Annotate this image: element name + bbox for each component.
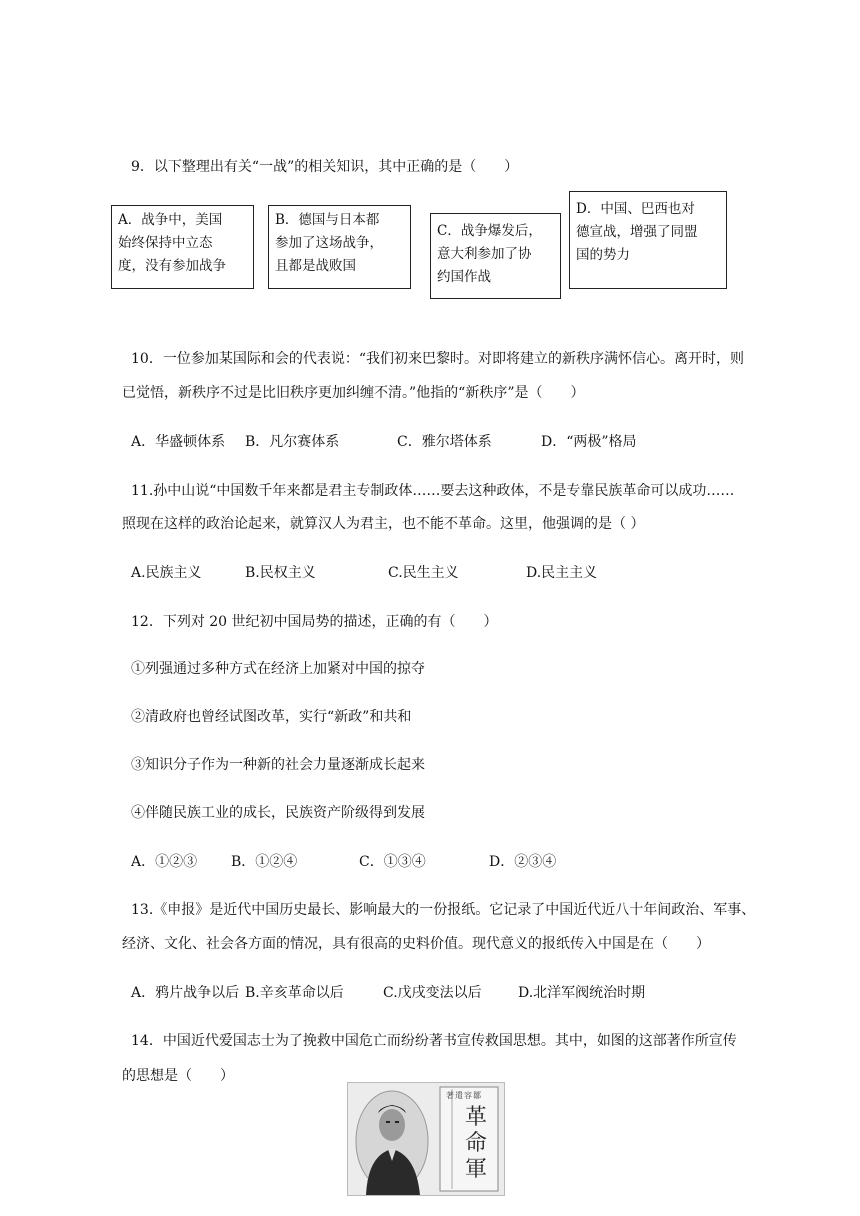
q11-line-2: 照现在这样的政治论起来，就算汉人为君主，也不能不革命。这里，他强调的是（ ） [122,516,645,532]
q11-line-1: 11.孙中山说“中国数千年来都是君主专制政体……要去这种政体，不是专靠民族革命可以成功…… [131,483,735,499]
q13-line-1: 13.《申报》是近代中国历史最长、影响最大的一份报纸。它记录了中国近代近八十年间政治、军事、 [131,902,756,918]
book-title-char-2: 命 [464,1131,487,1156]
book-author-line: 著遣容鄒 [446,1091,482,1100]
book-title-char-3: 軍 [464,1157,487,1182]
book-title-char-1: 革 [464,1105,487,1130]
q9-option-a-box: A．战争中，美国 始终保持中立态 度，没有参加战争 [111,205,254,289]
q12-option-d: D．②③④ [489,854,557,870]
q10-line-1: 10．一位参加某国际和会的代表说：“我们初来巴黎时。对即将建立的新秩序满怀信心。离开时，则 [131,351,744,367]
q10-option-b: B．凡尔赛体系 [245,434,340,450]
q9-stem: 9．以下整理出有关“一战”的相关知识，其中正确的是（ ） [131,159,519,175]
q10-option-d: D．“两极”格局 [541,434,637,450]
q10-option-c: C．雅尔塔体系 [397,434,492,450]
book-cover-figure [347,1082,505,1196]
q11-option-a: A.民族主义 [131,565,202,581]
q9-option-b-box: B．德国与日本都 参加了这场战争， 且都是战败国 [268,205,411,289]
q12-item-1: ①列强通过多种方式在经济上加紧对中国的掠夺 [131,661,425,677]
q13-option-c: C.戊戌变法以后 [383,985,482,1001]
q11-option-c: C.民生主义 [388,565,459,581]
q13-option-b: B.辛亥革命以后 [245,985,344,1001]
q11-option-d: D.民主主义 [526,565,598,581]
q12-option-b: B．①②④ [231,854,298,870]
q12-option-c: C．①③④ [359,854,426,870]
q10-option-a: A．华盛顿体系 [131,434,226,450]
q12-option-a: A．①②③ [131,854,198,870]
q9-option-d-box: D．中国、巴西也对 德宣战，增强了同盟 国的势力 [569,191,727,289]
q13-line-2: 经济、文化、社会各方面的情况，具有很高的史料价值。现代意义的报纸传入中国是在（ ） [122,936,710,952]
q12-item-2: ②清政府也曾经试图改革，实行“新政”和共和 [131,709,412,725]
q10-line-2: 已觉悟，新秩序不过是比旧秩序更加纠缠不清。”他指的“新秩序”是（ ） [122,385,585,401]
q14-line-2: 的思想是（ ） [122,1068,234,1084]
book-title [458,1105,494,1183]
q12-item-3: ③知识分子作为一种新的社会力量逐渐成长起来 [131,757,425,773]
q11-option-b: B.民权主义 [245,565,316,581]
q12-item-4: ④伴随民族工业的成长，民族资产阶级得到发展 [131,805,425,821]
q12-stem: 12．下列对 20 世纪初中国局势的描述，正确的有（ ） [131,614,498,630]
q9-option-c-box: C．战争爆发后， 意大利参加了协 约国作战 [430,213,561,299]
q13-option-a: A．鸦片战争以后 [131,985,240,1001]
q14-line-1: 14．中国近代爱国志士为了挽救中国危亡而纷纷著书宣传救国思想。其中，如图的这部著作所宣传 [131,1033,737,1049]
q13-option-d: D.北洋军阀统治时期 [518,985,646,1001]
